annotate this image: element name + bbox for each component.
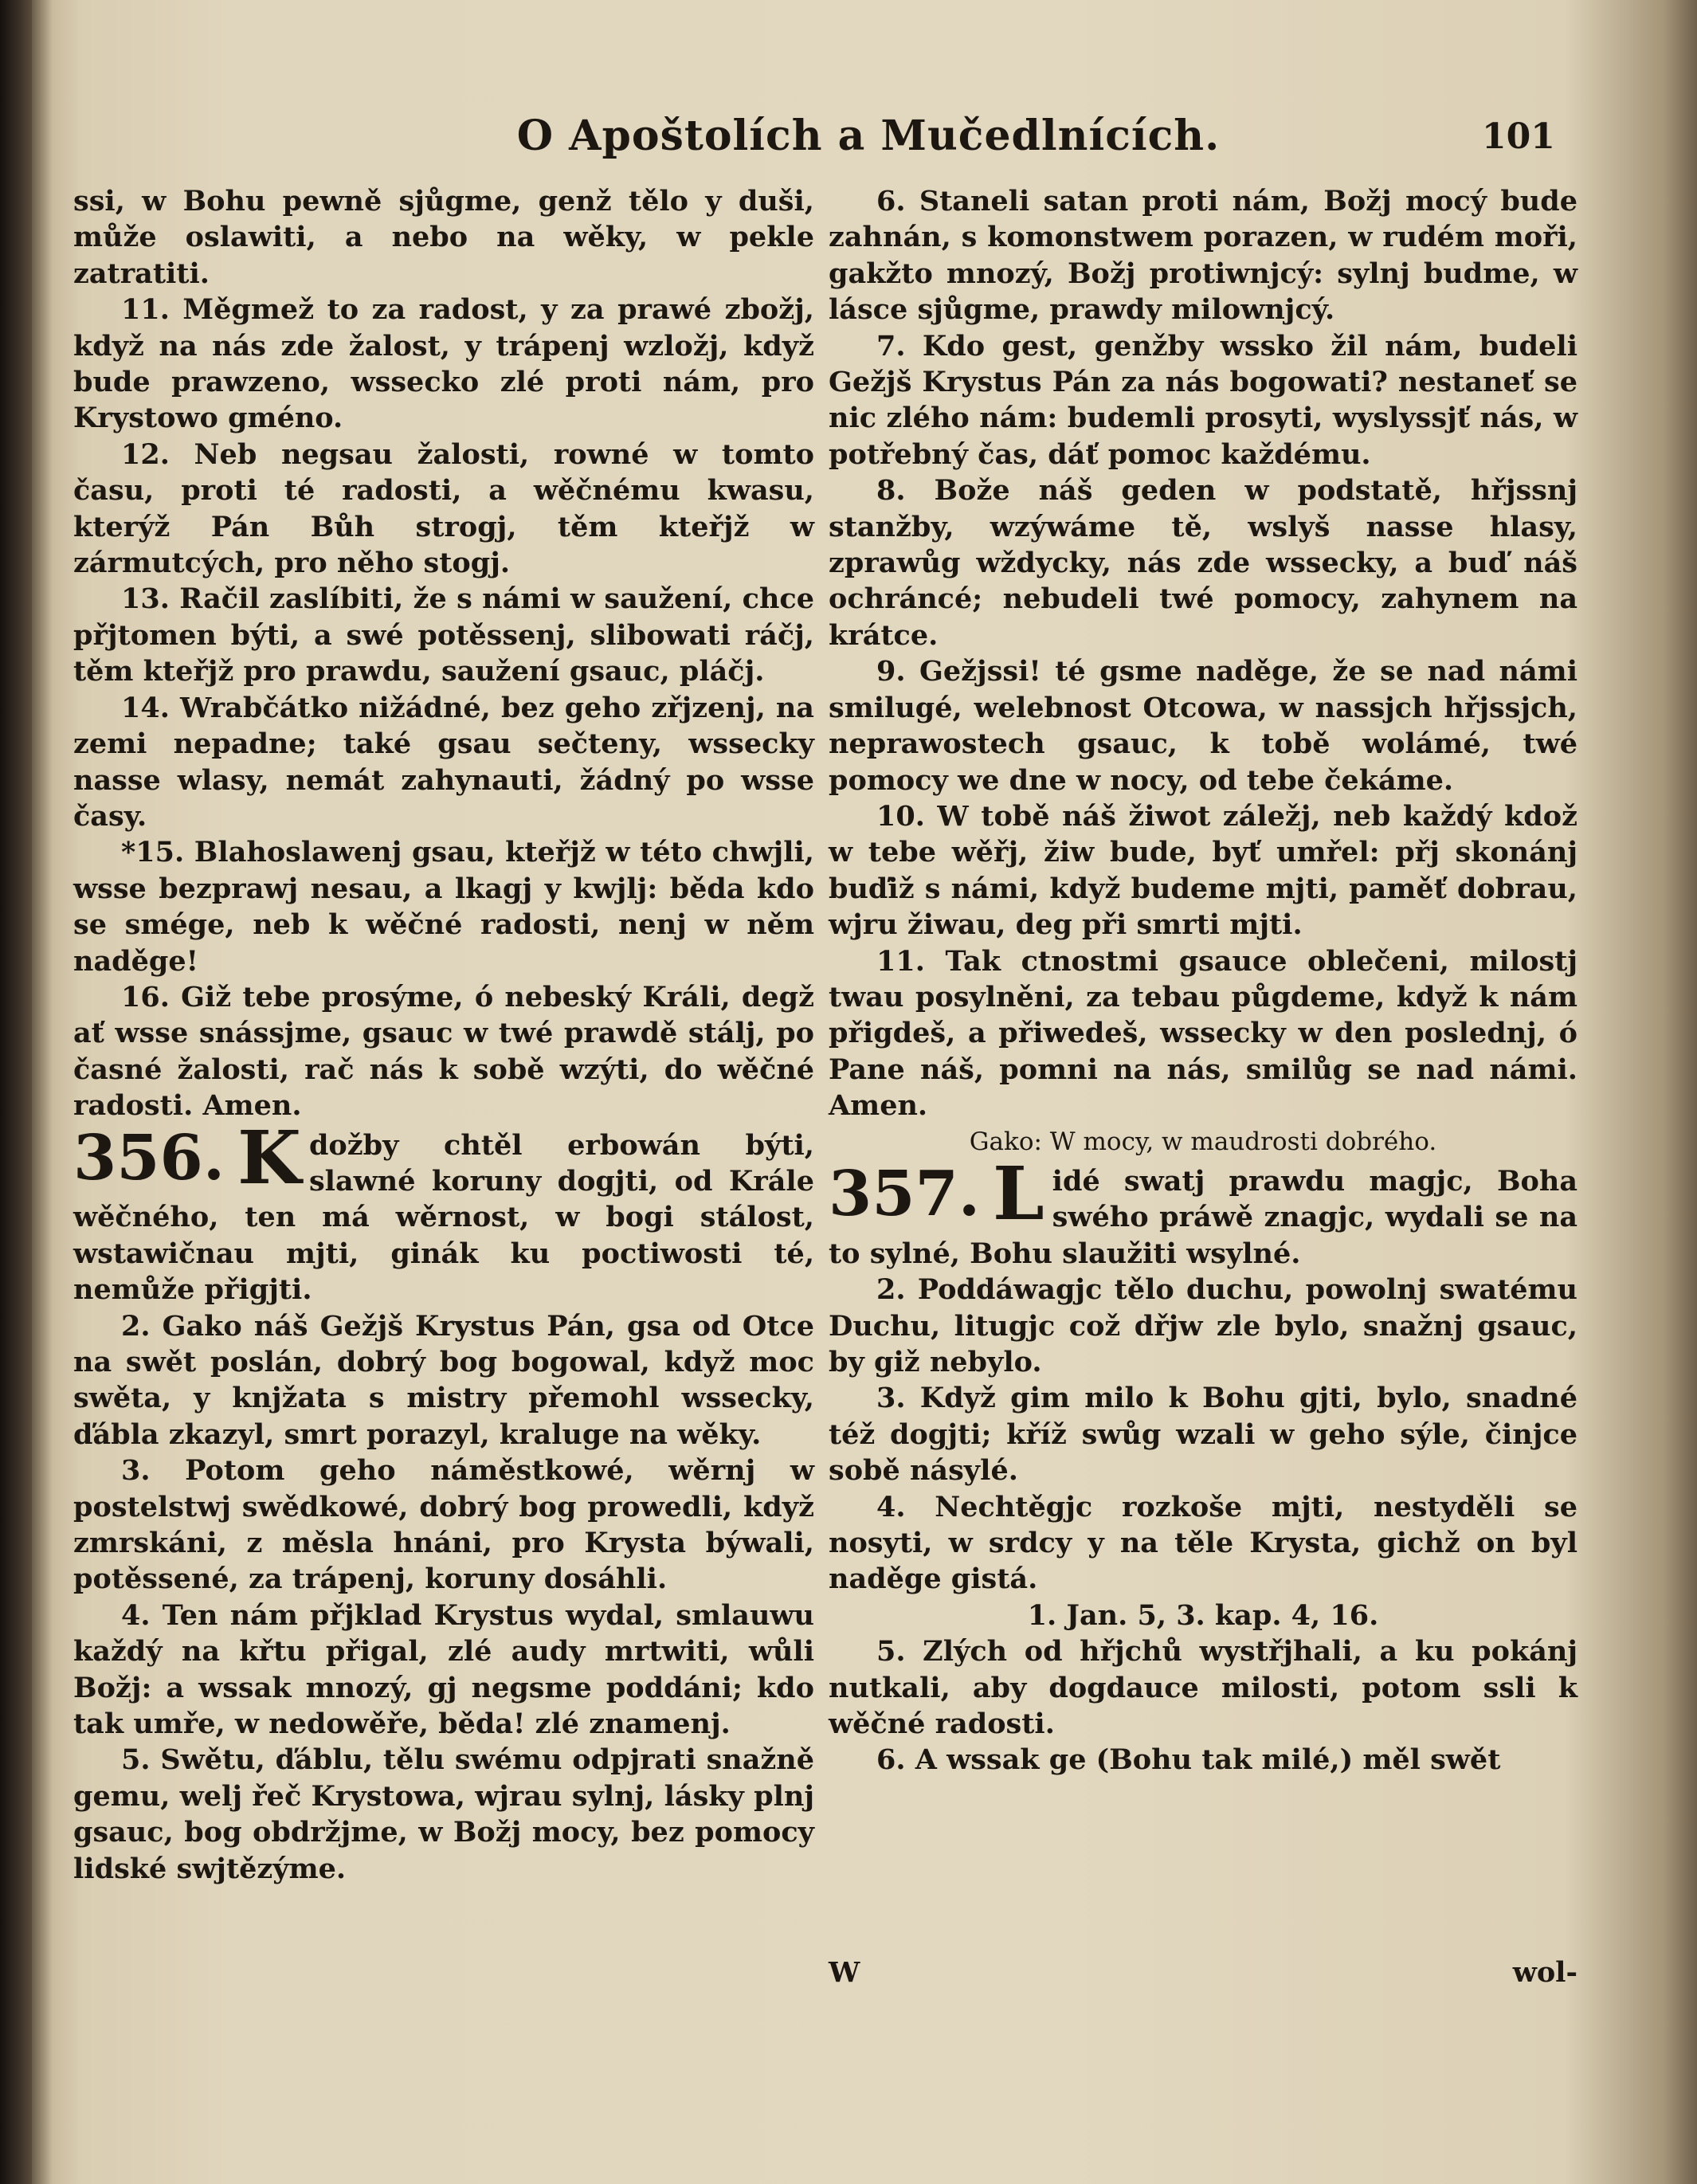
drop-cap-k: K bbox=[237, 1114, 301, 1201]
verse: 14. Wrabčátko nižádné, bez geho zřjzenj, na zemi nepadne; také gsau sečteny, wssecky nasse wlasy, nemát zahynauti, žádný po wsse časy. bbox=[73, 691, 814, 833]
verse: 3. Když gim milo k Bohu gjti, bylo, snadné též dogjti; kříž swůg wzali w geho sýle, činjce sobě násylé. bbox=[829, 1382, 1577, 1488]
verse: 5. Swětu, ďáblu, tělu swému odpjrati snažně gemu, welj řeč Krystowa, wjrau sylnj, lásky plnj gsauc, bog obdržjme, w Božj mocy, bez pomocy lidské swjtězýme. bbox=[73, 1743, 814, 1885]
verse: 11. Tak ctnostmi gsauce oblečeni, milostj twau posylněni, za tebau půgdeme, když k nám přigdeš, a přiwedeš, wssecky w den poslednj, ó Pane náš, pomni na nás, smilůg se nad námi. Amen. bbox=[829, 944, 1577, 1123]
catchword-line bbox=[829, 1956, 1577, 1993]
verse: 13. Račil zaslíbiti, že s námi w saužení, chce přjtomen býti, a swé potěssenj, slibowati ráčj, těm kteřjž pro prawdu, saužení gsauc, pláčj. bbox=[73, 582, 814, 688]
verse: 4. Ten nám přjklad Krystus wydal, smlauwu každý na křtu přigal, zlé audy mrtwiti, wůli Božj: a wssak mnozý, gj negsme poddáni; kdo tak umře, w nedowěře, běda! zlé znamenj. bbox=[73, 1598, 814, 1741]
verse: 6. Staneli satan proti nám, Božj mocý bude zahnán, s komonstwem porazen, w rudém moři, gakžto mnozý, Božj protiwnjcý: sylnj budme, w lásce sjůgme, prawdy milownjcý. bbox=[829, 185, 1577, 327]
running-title: O Apoštolích a Mučedlnících. bbox=[516, 112, 1221, 160]
page-number: 101 bbox=[1482, 116, 1555, 157]
right-column bbox=[829, 183, 1577, 1778]
song-number-357: 357. bbox=[829, 1157, 980, 1230]
song-356-start bbox=[73, 1114, 814, 1308]
catchword: wol- bbox=[1512, 1956, 1577, 1989]
song-357-start bbox=[829, 1150, 1577, 1272]
verse: 10. W tobě náš žiwot záležj, neb každý kdož w tebe wěřj, žiw bude, byť umřel: přj skonánj buďiž s námi, když budeme mjti, paměť dobrau, wjru žiwau, deg při smrti mjti. bbox=[829, 799, 1577, 942]
book-page bbox=[32, 0, 1697, 2184]
book-spine-shadow bbox=[0, 0, 32, 2184]
verse-continuation: ssi, w Bohu pewně sjůgme, genž tělo y duši, může oslawiti, a nebo na wěky, w pekle zatratiti. bbox=[73, 185, 814, 290]
verse: 16. Giž tebe prosýme, ó nebeský Králi, degž ať wsse snássjme, gsauc w twé prawdě stálj, po časné žalosti, rač nás k sobě wzýti, do wěčné radosti. Amen. bbox=[73, 980, 814, 1123]
verse: 4. Nechtěgjc rozkoše mjti, nestyděli se nosyti, w srdcy y na těle Krysta, gichž on byl naděge gistá. bbox=[829, 1490, 1577, 1596]
verse: 6. A wssak ge (Bohu tak milé,) měl swět bbox=[876, 1743, 1501, 1777]
signature-mark: W bbox=[829, 1956, 860, 1989]
page-header bbox=[32, 112, 1697, 167]
verse: 3. Potom geho náměstkowé, wěrnj w postelstwj swědkowé, dobrý bog prowedli, když zmrskáni, z měsla hnáni, pro Krysta býwali, potěssené, za trápenj, koruny dosáhli. bbox=[73, 1454, 814, 1596]
verse: 2. Poddáwagjc tělo duchu, powolnj swatému Duchu, litugjc což dřjw zle bylo, snažnj gsauc, by giž nebylo. bbox=[829, 1273, 1577, 1378]
song-357-first-verse: idé swatj prawdu magjc, Boha swého práwě znagjc, wydali se na to sylné, Bohu slaužiti wsylné. bbox=[829, 1164, 1577, 1270]
verse: 8. Bože náš geden w podstatě, hřjssnj stanžby, wzýwáme tě, wslyš nasse hlasy, zprawůg wždycky, nás zde wssecky, a buď náš ochráncé; nebudeli twé pomocy, zahynem na krátce. bbox=[829, 474, 1577, 652]
song-number-356: 356. bbox=[73, 1121, 225, 1194]
verse: 2. Gako náš Gežjš Krystus Pán, gsa od Otce na swět poslán, dobrý bog bogowal, když moc swěta, y knjžata s mistry přemohl wssecky, ďábla zkazyl, smrt porazyl, kraluge na wěky. bbox=[73, 1309, 814, 1451]
scripture-reference: 1. Jan. 5, 3. kap. 4, 16. bbox=[1027, 1598, 1379, 1632]
verse: 9. Gežjssi! té gsme naděge, že se nad námi smilugé, welebnost Otcowa, w nassjch hřjssjch, neprawostech gsauc, k tobě wolámé, twé pomocy we dne w nocy, od tebe čekáme. bbox=[829, 655, 1577, 797]
tune-indication: Gako: W mocy, w maudrosti dobrého. bbox=[969, 1127, 1437, 1156]
verse: 11. Měgmež to za radost, y za prawé zbožj, když na nás zde žalost, y trápenj wzložj, když bude prawzeno, wsseckо zlé proti nám, pro Krystowo gméno. bbox=[73, 293, 814, 435]
verse: 7. Kdo gest, genžby wssko žil nám, budeli Gežjš Krystus Pán za nás bogowati? nestaneť se nic zlého nám: budemli prosyti, wyslyssjť nás, w potřebný čas, dáť pomoc každému. bbox=[829, 329, 1577, 471]
verse: 12. Neb negsau žalosti, rowné w tomto času, proti té radosti, a wěčnému kwasu, kterýž Pán Bůh strogj, těm kteřjž w zármutcých, pro něho stogj. bbox=[73, 437, 814, 580]
drop-cap-l: L bbox=[992, 1150, 1044, 1237]
left-column bbox=[73, 183, 814, 1887]
song-356-first-verse: dožby chtěl erbowán býti, slawné koruny dogjti, od Krále wěčného, ten má wěrnost, w bogi stálost, wstawičnau mjti, ginák ku poctiwosti té, nemůže přigjti. bbox=[73, 1128, 814, 1307]
verse: *15. Blahoslawenj gsau, kteřjž w této chwjli, wsse bezprawj nesau, a lkagj y kwjlj: běda kdo se smége, neb k wěčné radosti, nenj w něm naděge! bbox=[73, 836, 814, 978]
verse: 5. Zlých od hřjchů wystřjhali, a ku pokánj nutkali, aby dogdauce milosti, potom ssli k wěčné radosti. bbox=[829, 1635, 1577, 1741]
